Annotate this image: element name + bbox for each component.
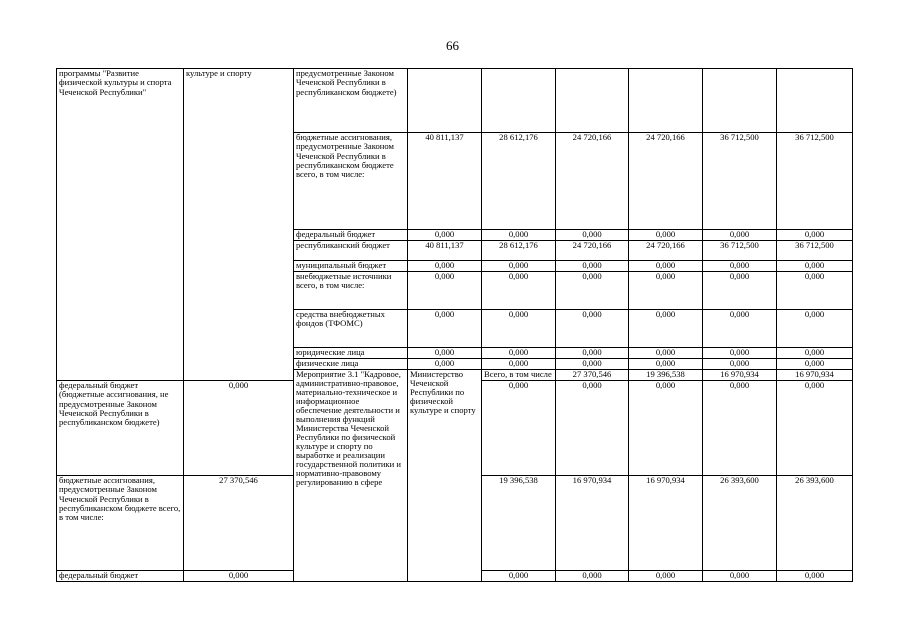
value-cell: 0,000	[556, 230, 629, 241]
value-cell: 0,000	[629, 571, 703, 582]
funding-source-label: муниципальный бюджет	[294, 261, 408, 272]
value-cell: 0,000	[629, 359, 703, 370]
value-cell	[556, 69, 629, 133]
value-cell: 0,000	[703, 230, 777, 241]
value-cell: 16 970,934	[777, 370, 853, 381]
value-cell: 19 396,538	[629, 370, 703, 381]
value-cell: 0,000	[482, 272, 556, 310]
value-cell	[629, 69, 703, 133]
value-cell: 28 612,176	[482, 133, 556, 230]
table-row	[57, 69, 853, 133]
value-cell: 0,000	[703, 310, 777, 348]
value-cell: 0,000	[184, 381, 294, 476]
value-cell: 0,000	[629, 381, 703, 476]
value-cell: 0,000	[408, 261, 482, 272]
value-cell: 0,000	[703, 348, 777, 359]
value-cell: 27 370,546	[184, 476, 294, 571]
funding-source-label: Всего, в том числе	[482, 370, 556, 381]
value-cell: 36 712,500	[777, 133, 853, 230]
activity-name-cell: Мероприятие 3.1 "Кадровое, административно-правовое, материально-техническое и информационное обеспечение деятельности и выполнения функций Министерства Чеченской Республики по физической культуре и спорту по выработке и реализации государственной политики и нормативно-правовому регулированию в сфере	[294, 370, 408, 582]
value-cell: 36 712,500	[703, 241, 777, 261]
value-cell: 0,000	[777, 348, 853, 359]
value-cell: 0,000	[482, 310, 556, 348]
value-cell: 0,000	[703, 359, 777, 370]
funding-source-label: бюджетные ассигнования, предусмотренные Законом Чеченской Республики в республиканском бюджете всего, в том числе:	[57, 476, 184, 571]
value-cell: 0,000	[408, 359, 482, 370]
value-cell: 0,000	[703, 571, 777, 582]
funding-source-label: средства внебюджетных фондов (ТФОМС)	[294, 310, 408, 348]
value-cell: 0,000	[703, 261, 777, 272]
value-cell: 0,000	[556, 310, 629, 348]
value-cell: 0,000	[629, 272, 703, 310]
funding-source-label: республиканский бюджет	[294, 241, 408, 261]
value-cell: 0,000	[408, 272, 482, 310]
value-cell: 0,000	[184, 571, 294, 582]
value-cell	[482, 69, 556, 133]
value-cell: 0,000	[703, 381, 777, 476]
value-cell: 36 712,500	[777, 241, 853, 261]
value-cell: 0,000	[482, 571, 556, 582]
value-cell	[703, 69, 777, 133]
funding-source-label: федеральный бюджет	[57, 571, 184, 582]
value-cell: 0,000	[777, 261, 853, 272]
value-cell: 0,000	[482, 261, 556, 272]
value-cell: 0,000	[777, 230, 853, 241]
value-cell: 0,000	[777, 571, 853, 582]
value-cell: 0,000	[629, 230, 703, 241]
value-cell: 40 811,137	[408, 133, 482, 230]
value-cell: 26 393,600	[703, 476, 777, 571]
value-cell: 0,000	[703, 272, 777, 310]
value-cell: 0,000	[482, 348, 556, 359]
value-cell: 16 970,934	[556, 476, 629, 571]
value-cell: 16 970,934	[629, 476, 703, 571]
value-cell: 24 720,166	[556, 241, 629, 261]
value-cell	[777, 69, 853, 133]
value-cell: 26 393,600	[777, 476, 853, 571]
value-cell: 0,000	[629, 310, 703, 348]
value-cell: 0,000	[556, 571, 629, 582]
funding-source-label: федеральный бюджет (бюджетные ассигнования, не предусмотренные Законом Чеченской Республики в республиканском бюджете)	[57, 381, 184, 476]
value-cell: 0,000	[408, 230, 482, 241]
value-cell: 0,000	[482, 381, 556, 476]
value-cell: 24 720,166	[629, 133, 703, 230]
value-cell: 19 396,538	[482, 476, 556, 571]
funding-source-label: внебюджетные источники всего, в том числе:	[294, 272, 408, 310]
page-number: 66	[446, 38, 459, 53]
value-cell: 27 370,546	[556, 370, 629, 381]
value-cell: 0,000	[408, 310, 482, 348]
value-cell: 0,000	[629, 261, 703, 272]
funding-source-label: юридические лица	[294, 348, 408, 359]
value-cell: 24 720,166	[629, 241, 703, 261]
value-cell: 0,000	[482, 359, 556, 370]
value-cell: 0,000	[556, 348, 629, 359]
funding-source-label: федеральный бюджет	[294, 230, 408, 241]
value-cell: 0,000	[777, 381, 853, 476]
value-cell: 16 970,934	[703, 370, 777, 381]
funding-source-label: бюджетные ассигнования, предусмотренные Законом Чеченской Республики в республиканском бюджете всего, в том числе:	[294, 133, 408, 230]
value-cell: 0,000	[777, 272, 853, 310]
value-cell: 0,000	[556, 359, 629, 370]
value-cell: 28 612,176	[482, 241, 556, 261]
value-cell: 0,000	[777, 310, 853, 348]
executor-cell: Министерство Чеченской Республики по физической культуре и спорту	[408, 370, 482, 582]
value-cell: 0,000	[556, 261, 629, 272]
value-cell: 36 712,500	[703, 133, 777, 230]
value-cell: 0,000	[629, 348, 703, 359]
program-name-cell: программы "Развитие физической культуры и спорта Чеченской Республики"	[57, 69, 184, 381]
value-cell: 0,000	[777, 359, 853, 370]
value-cell: 0,000	[408, 348, 482, 359]
value-cell	[408, 69, 482, 133]
budget-table	[56, 68, 853, 582]
value-cell: 0,000	[556, 272, 629, 310]
value-cell: 40 811,137	[408, 241, 482, 261]
value-cell: 0,000	[556, 381, 629, 476]
funding-source-label: предусмотренные Законом Чеченской Республики в республиканском бюджете)	[294, 69, 408, 133]
funding-source-label: физические лица	[294, 359, 408, 370]
executor-cell: культуре и спорту	[184, 69, 294, 381]
value-cell: 0,000	[482, 230, 556, 241]
value-cell: 24 720,166	[556, 133, 629, 230]
